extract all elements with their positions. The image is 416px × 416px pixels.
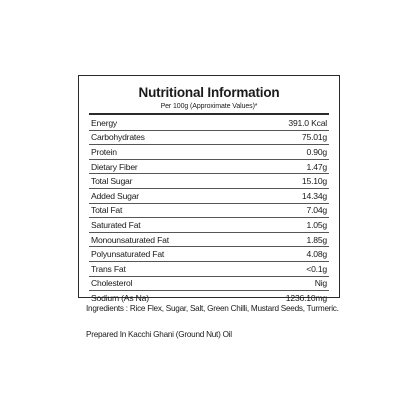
nutrition-row-total-sugar [89,174,329,189]
nutrient-value: 14.34g [301,190,327,201]
nutrient-label: Energy [91,117,118,128]
nutrient-value: 391.0 Kcal [288,117,327,128]
nutrient-label: Dietary Fiber [91,161,138,172]
nutrient-label: Sodium (As Na) [91,293,149,304]
nutrient-value: 15.10g [301,176,327,187]
nutrition-row-carbohydrates [89,131,329,146]
nutrition-row-protein [89,145,329,160]
nutrient-label: Protein [91,146,117,157]
nutrient-value: 4.08g [306,249,327,260]
nutrition-table [89,116,329,306]
nutrition-panel [78,75,340,304]
nutrient-value: 1236.10mg [285,293,327,304]
nutrition-row-added-sugar [89,189,329,204]
nutrition-row-total-fat [89,204,329,219]
nutrient-label: Cholesterol [91,278,133,289]
nutrient-value: 1.05g [306,219,327,230]
nutrient-value: 75.01g [301,132,327,143]
nutrient-value: 0.90g [306,146,327,157]
panel-title: Nutritional Information [138,85,280,100]
panel-subtitle: Per 100g (Approximate Values)* [160,103,258,110]
nutrition-row-dietary-fiber [89,160,329,175]
nutrient-value: 1.47g [306,161,327,172]
nutrient-label: Monounsaturated Fat [91,234,169,245]
nutrient-value: Nig [314,278,327,289]
nutrient-value: 1.85g [306,234,327,245]
nutrient-value: 7.04g [306,205,327,216]
header-divider [89,113,329,115]
nutrient-label: Total Sugar [91,176,133,187]
nutrient-label: Trans Fat [91,263,126,274]
nutrient-label: Added Sugar [91,190,139,201]
preparation-note: Prepared In Kacchi Ghani (Ground Nut) Oil [86,330,232,339]
ingredients-text: Ingredients : Rice Flex, Sugar, Salt, Green Chilli, Mustard Seeds, Turmeric. [86,304,339,313]
nutrient-label: Polyunsaturated Fat [91,249,165,260]
nutrition-row-polyunsaturated-fat [89,247,329,262]
nutrient-label: Carbohydrates [91,132,145,143]
nutrition-row-trans-fat [89,262,329,277]
nutrition-row-energy [89,116,329,131]
nutrient-label: Total Fat [91,205,123,216]
nutrition-row-saturated-fat [89,218,329,233]
nutrition-row-monounsaturated-fat [89,233,329,248]
nutrient-value: <0.1g [306,263,327,274]
nutrition-row-cholesterol [89,277,329,292]
nutrient-label: Saturated Fat [91,219,141,230]
